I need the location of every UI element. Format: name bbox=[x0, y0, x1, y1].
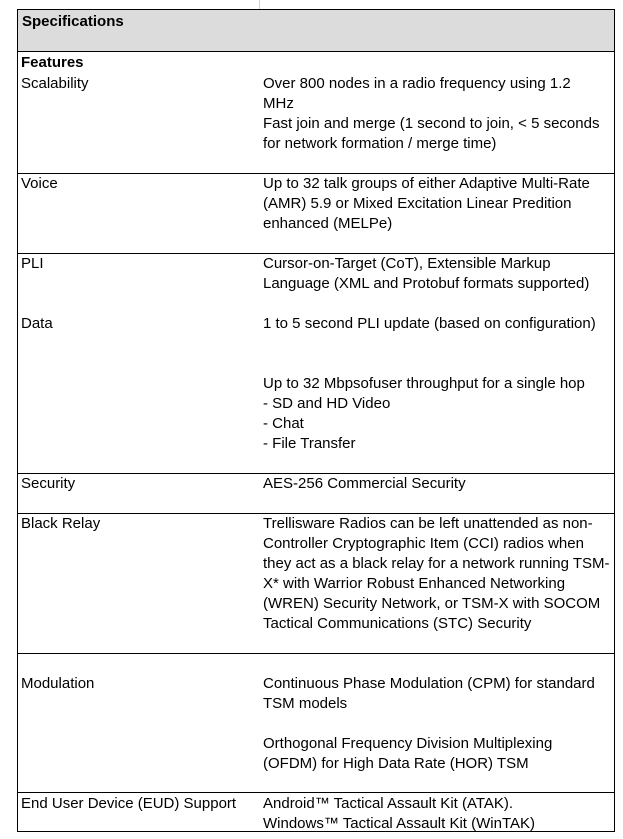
spec-row-scalability bbox=[18, 74, 614, 174]
spec-label: Voice bbox=[21, 175, 58, 192]
spec-label: End User Device (EUD) Support bbox=[21, 795, 237, 812]
spec-value bbox=[263, 474, 615, 494]
spec-value-line: - SD and HD Video bbox=[263, 395, 391, 412]
spec-value-line: - Chat bbox=[263, 415, 304, 432]
spec-label: Modulation bbox=[21, 675, 95, 692]
spec-row-data bbox=[18, 314, 614, 474]
spec-value-line: 1 to 5 second PLI update (based on configuration) bbox=[263, 315, 596, 332]
spec-label: Data bbox=[21, 315, 53, 332]
spec-value-line: enhanced (MELPe) bbox=[263, 215, 393, 232]
spec-value-line: Windows™ Tactical Assault Kit (WinTAK) bbox=[263, 815, 536, 832]
spec-value-line: Continuous Phase Modulation (CPM) for standard bbox=[263, 675, 595, 692]
page-edge-divider bbox=[259, 0, 260, 9]
table-title: Specifications bbox=[22, 13, 124, 30]
spec-value bbox=[263, 514, 615, 634]
spec-value-line: Fast join and merge (1 second to join, < 5 seconds bbox=[263, 115, 600, 132]
spec-value-line: X* with Warrior Robust Enhanced Networking bbox=[263, 575, 566, 592]
spec-value-line: Up to 32 talk groups of either Adaptive Multi-Rate bbox=[263, 175, 590, 192]
spec-value bbox=[263, 74, 615, 154]
spec-value bbox=[263, 674, 615, 774]
features-heading: Features bbox=[21, 54, 84, 71]
spec-value-line: Language (XML and Protobuf formats supported) bbox=[263, 275, 590, 292]
specifications-table bbox=[17, 9, 615, 832]
spec-value bbox=[263, 254, 615, 294]
spec-value-line: for network formation / merge time) bbox=[263, 135, 497, 152]
spec-value-line: Cursor-on-Target (CoT), Extensible Markup bbox=[263, 255, 551, 272]
spec-label: PLI bbox=[21, 255, 44, 272]
spec-value-line: Android™ Tactical Assault Kit (ATAK). bbox=[263, 795, 514, 812]
spec-value bbox=[263, 794, 615, 834]
spec-value-line: - File Transfer bbox=[263, 435, 356, 452]
spec-value-line: Controller Cryptographic Item (CCI) radios when bbox=[263, 535, 584, 552]
spec-value-line: MHz bbox=[263, 95, 294, 112]
spec-value-line: (WREN) Security Network, or TSM-X with SOCOM bbox=[263, 595, 601, 612]
spec-value-line: Trellisware Radios can be left unattended as non- bbox=[263, 515, 593, 532]
spec-value-spacer bbox=[263, 714, 615, 734]
spec-value-line: AES-256 Commercial Security bbox=[263, 475, 466, 492]
spec-label: Security bbox=[21, 475, 76, 492]
spec-row-voice bbox=[18, 174, 614, 254]
spec-value-line: Up to 32 Mbpsofuser throughput for a single hop bbox=[263, 375, 585, 392]
spec-label: Black Relay bbox=[21, 515, 101, 532]
spec-value-line: Orthogonal Frequency Division Multiplexing bbox=[263, 735, 553, 752]
spec-value-line: (AMR) 5.9 or Mixed Excitation Linear Predition bbox=[263, 195, 572, 212]
spec-value-line: TSM models bbox=[263, 695, 348, 712]
spec-value-line: (OFDM) for High Data Rate (HOR) TSM bbox=[263, 755, 529, 772]
spec-row-pli bbox=[18, 254, 614, 314]
spec-value-spacer bbox=[263, 354, 615, 374]
table-header bbox=[18, 10, 614, 52]
spec-row-black-relay bbox=[18, 514, 614, 654]
spec-row-eud-support bbox=[18, 792, 614, 832]
spec-row-security bbox=[18, 474, 614, 514]
spec-value bbox=[263, 314, 615, 454]
spec-value bbox=[263, 174, 615, 234]
spec-value-spacer bbox=[263, 334, 615, 354]
spec-value-line: they act as a black relay for a network running TSM- bbox=[263, 555, 610, 572]
spec-value-line: Over 800 nodes in a radio frequency using 1.2 bbox=[263, 75, 571, 92]
spec-label: Scalability bbox=[21, 75, 89, 92]
spec-value-line: Tactical Communications (STC) Security bbox=[263, 615, 532, 632]
spec-row-modulation bbox=[18, 674, 614, 794]
